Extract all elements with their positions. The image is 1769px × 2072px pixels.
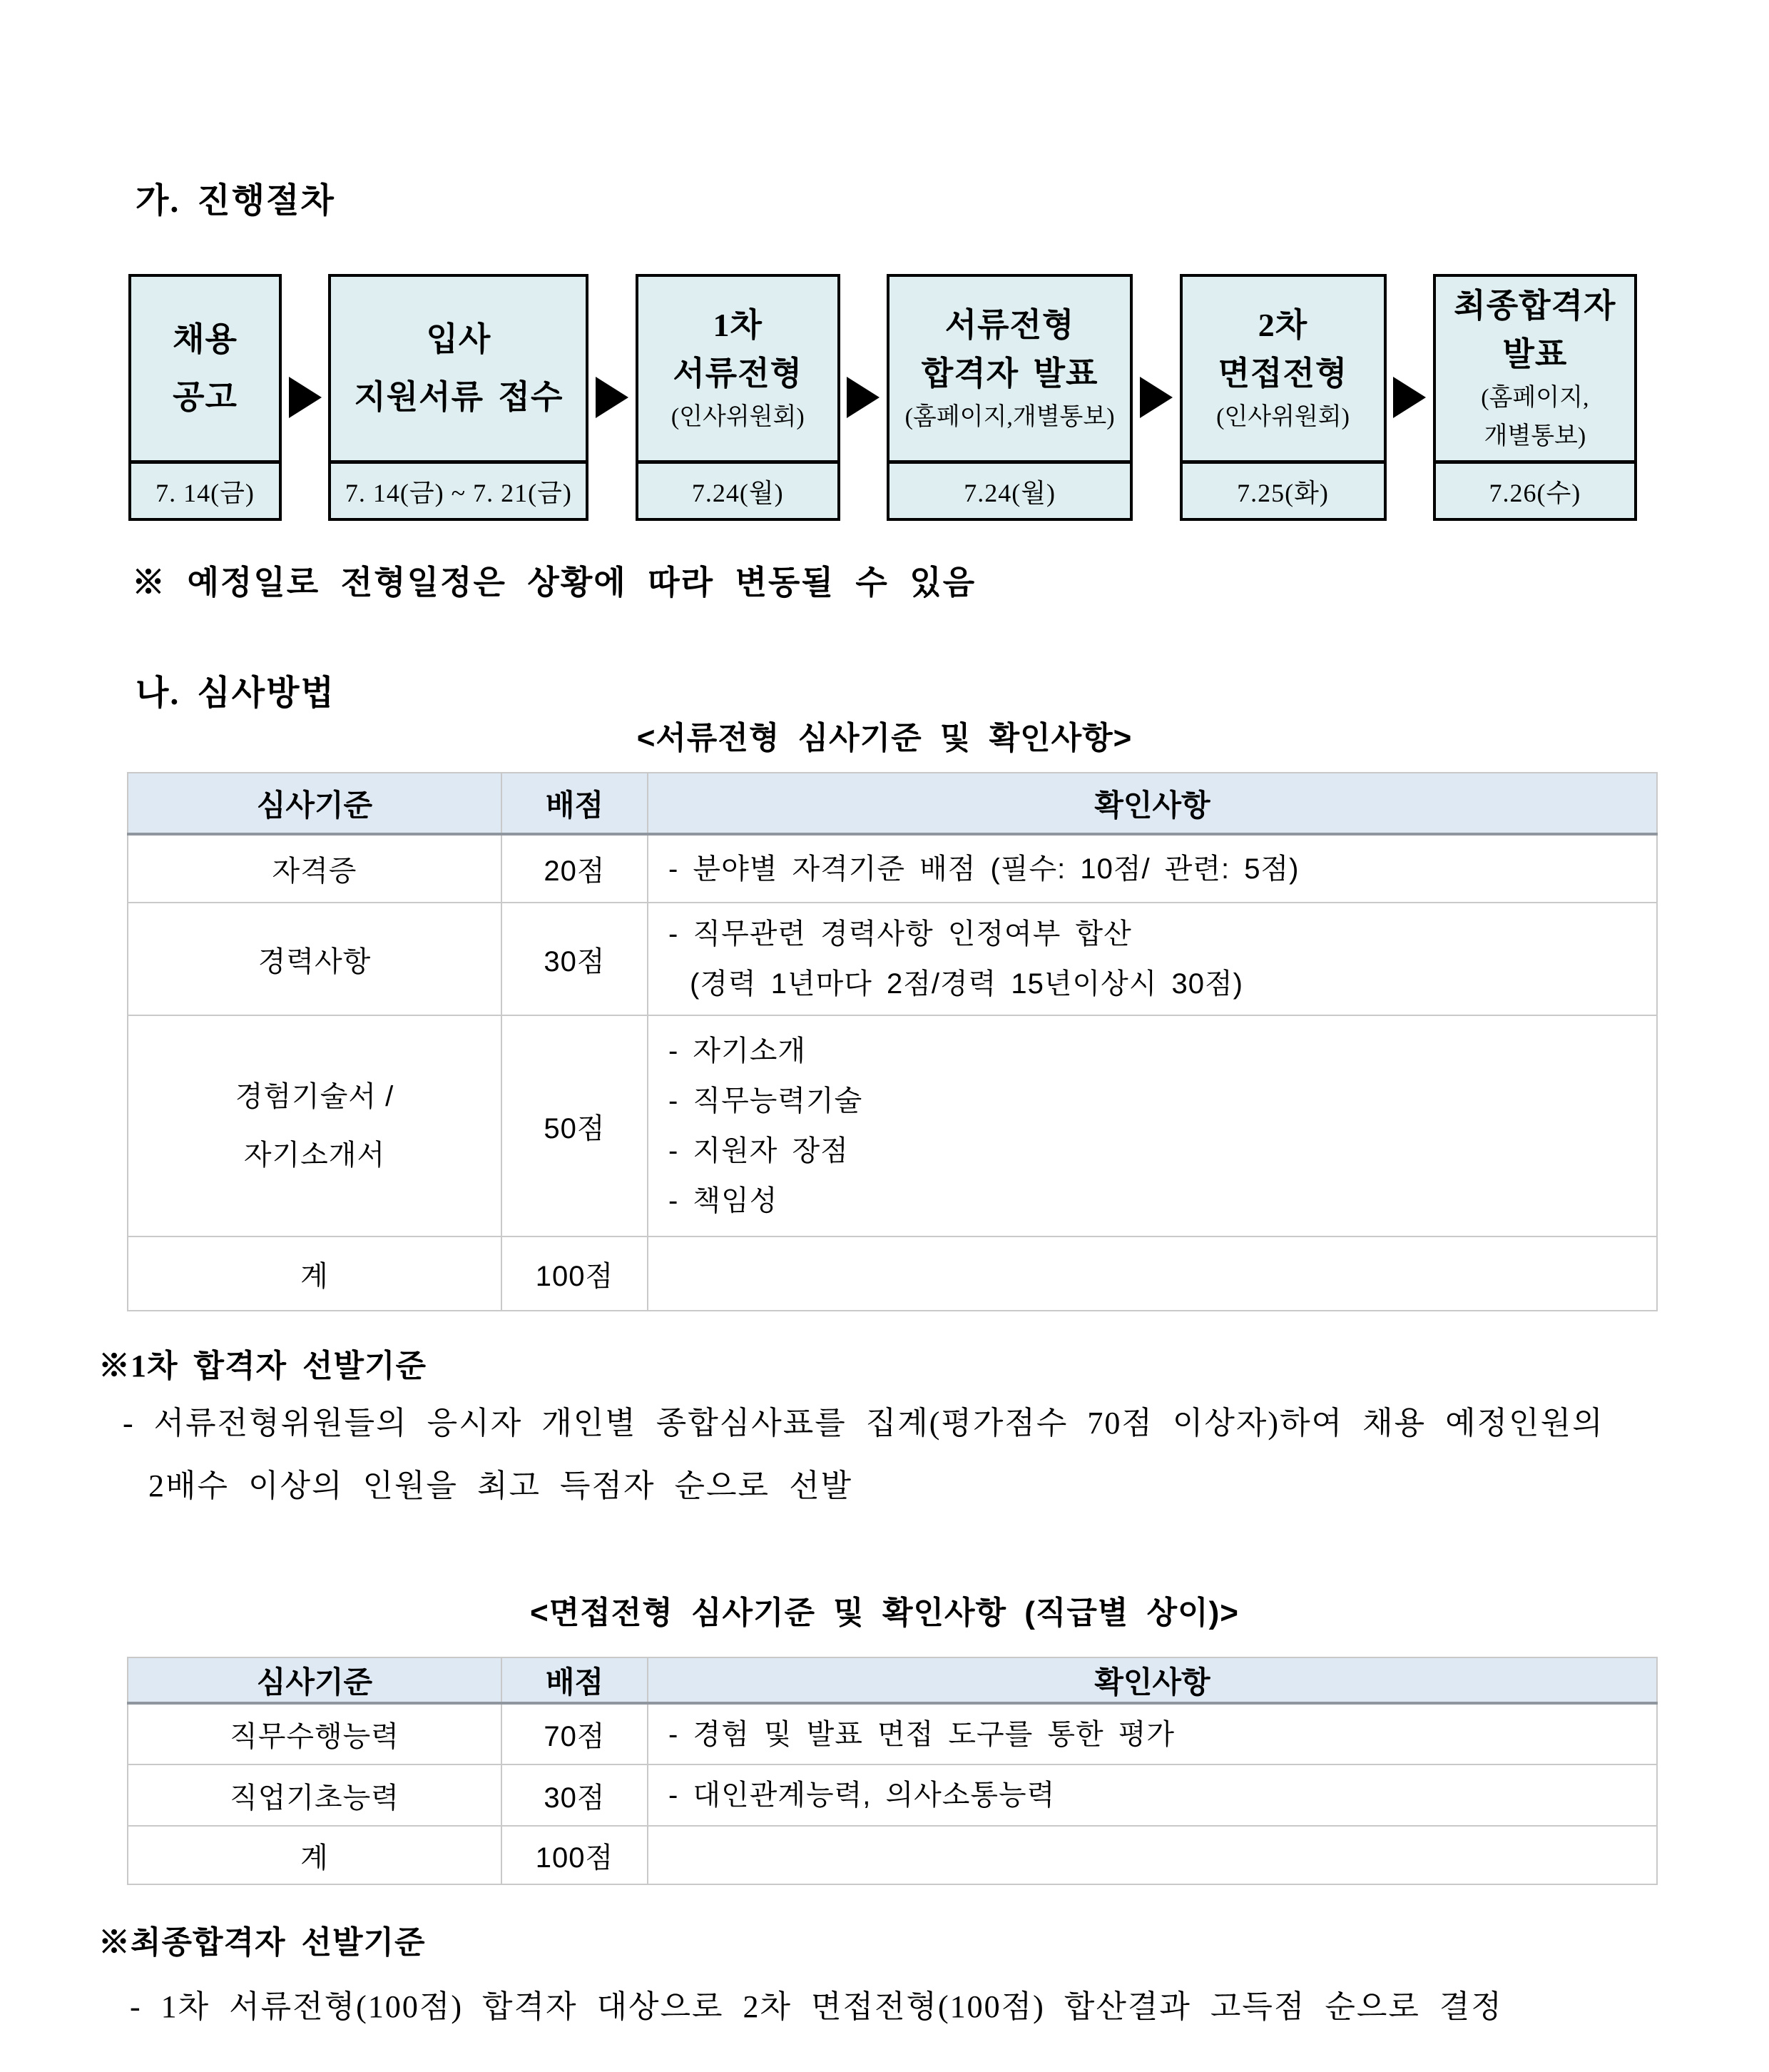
first-pass-selection-criteria-line: 2배수 이상의 인원을 최고 득점자 순으로 선발: [148, 1468, 853, 1503]
flow-step-date: 7.24(월): [964, 478, 1056, 507]
interview-criteria-table: [127, 1657, 1658, 1885]
flow-step-title: 입사 지원서류 접수: [331, 277, 586, 464]
criteria-cell: 경험기술서 / 자기소개서: [128, 1015, 501, 1236]
points-cell: 50점: [501, 1015, 648, 1236]
details-cell: - 직무관련 경력사항 인정여부 합산 (경력 1년마다 2점/경력 15년이상시 30점): [648, 903, 1657, 1015]
first-pass-selection-criteria-line: - 서류전형위원들의 응시자 개인별 종합심사표를 집계(평가점수 70점 이상자)하여 채용 예정인원의: [123, 1406, 1604, 1441]
flow-step-screening-result: [887, 274, 1133, 521]
criteria-header: 심사기준: [128, 773, 501, 834]
table-header-row: [128, 1657, 1657, 1703]
first-pass-selection-criteria-title: ※1차 합격자 선발기준: [98, 1349, 427, 1383]
table-row: [128, 903, 1657, 1015]
table-row: [128, 1703, 1657, 1764]
flow-step-date: 7.25(화): [1237, 478, 1329, 507]
criteria-cell: 직업기초능력: [128, 1764, 501, 1826]
flow-step-job-posting: [128, 274, 282, 521]
flow-arrow-icon: [1140, 377, 1173, 418]
points-cell: 30점: [501, 1764, 648, 1826]
details-cell: - 대인관계능력, 의사소통능력: [648, 1764, 1657, 1826]
criteria-header: 심사기준: [128, 1657, 501, 1703]
flow-step-date: 7.24(월): [691, 478, 784, 507]
table-row-total: [128, 1236, 1657, 1311]
flow-step-title: 서류전형 합격자 발표 (홈페이지,개별통보): [889, 277, 1130, 464]
table-row: [128, 1764, 1657, 1826]
details-cell: [648, 1826, 1657, 1884]
flow-arrow-icon: [847, 377, 880, 418]
points-cell: 30점: [501, 903, 648, 1015]
flow-step-title: 2차 면접전형 (인사위원회): [1183, 277, 1384, 464]
flow-step-date: 7. 14(금) ~ 7. 21(금): [345, 478, 572, 507]
flow-step-title: 1차 서류전형 (인사위원회): [638, 277, 837, 464]
flow-arrow-icon: [596, 377, 628, 418]
points-cell: 100점: [501, 1236, 648, 1311]
flow-step-title: 채용 공고: [131, 277, 279, 464]
interview-table-caption: <면접전형 심사기준 및 확인사항 (직급별 상이)>: [530, 1595, 1239, 1630]
criteria-cell: 직무수행능력: [128, 1703, 501, 1764]
final-selection-criteria-title: ※최종합격자 선발기준: [98, 1925, 426, 1960]
details-cell: - 자기소개 - 직무능력기술 - 지원자 장점 - 책임성: [648, 1015, 1657, 1236]
details-cell: [648, 1236, 1657, 1311]
points-cell: 70점: [501, 1703, 648, 1764]
table-header-row: [128, 773, 1657, 834]
table-row: [128, 834, 1657, 903]
flow-step-document-screening: [636, 274, 840, 521]
details-header: 확인사항: [648, 1657, 1657, 1703]
criteria-cell: 자격증: [128, 834, 501, 903]
flow-step-date: 7.26(수): [1489, 478, 1581, 507]
flow-arrow-icon: [289, 377, 322, 418]
recruitment-process-flowchart: [128, 274, 1637, 521]
details-cell: - 경험 및 발표 면접 도구를 통한 평가: [648, 1703, 1657, 1764]
flow-step-interview: [1180, 274, 1387, 521]
flow-step-title: 최종합격자 발표 (홈페이지, 개별통보): [1436, 277, 1634, 464]
document-screening-table-caption: <서류전형 심사기준 및 확인사항>: [636, 721, 1133, 756]
schedule-change-note: ※ 예정일로 전형일정은 상황에 따라 변동될 수 있음: [132, 564, 977, 601]
points-header: 배점: [501, 1657, 648, 1703]
table-row-total: [128, 1826, 1657, 1884]
flow-arrow-icon: [1393, 377, 1426, 418]
section-a-title: 가. 진행절차: [136, 182, 335, 220]
points-header: 배점: [501, 773, 648, 834]
flow-step-application-submission: [328, 274, 588, 521]
points-cell: 100점: [501, 1826, 648, 1884]
details-cell: - 분야별 자격기준 배점 (필수: 10점/ 관련: 5점): [648, 834, 1657, 903]
document-screening-criteria-table: [127, 772, 1658, 1311]
flow-step-final-result: [1433, 274, 1637, 521]
section-b-title: 나. 심사방법: [136, 674, 335, 712]
criteria-cell: 계: [128, 1826, 501, 1884]
criteria-cell: 계: [128, 1236, 501, 1311]
flow-step-date: 7. 14(금): [156, 478, 255, 507]
details-header: 확인사항: [648, 773, 1657, 834]
table-row: [128, 1015, 1657, 1236]
points-cell: 20점: [501, 834, 648, 903]
final-selection-criteria-line: - 1차 서류전형(100점) 합격자 대상으로 2차 면접전형(100점) 합산결과 고득점 순으로 결정: [130, 1989, 1503, 2024]
criteria-cell: 경력사항: [128, 903, 501, 1015]
